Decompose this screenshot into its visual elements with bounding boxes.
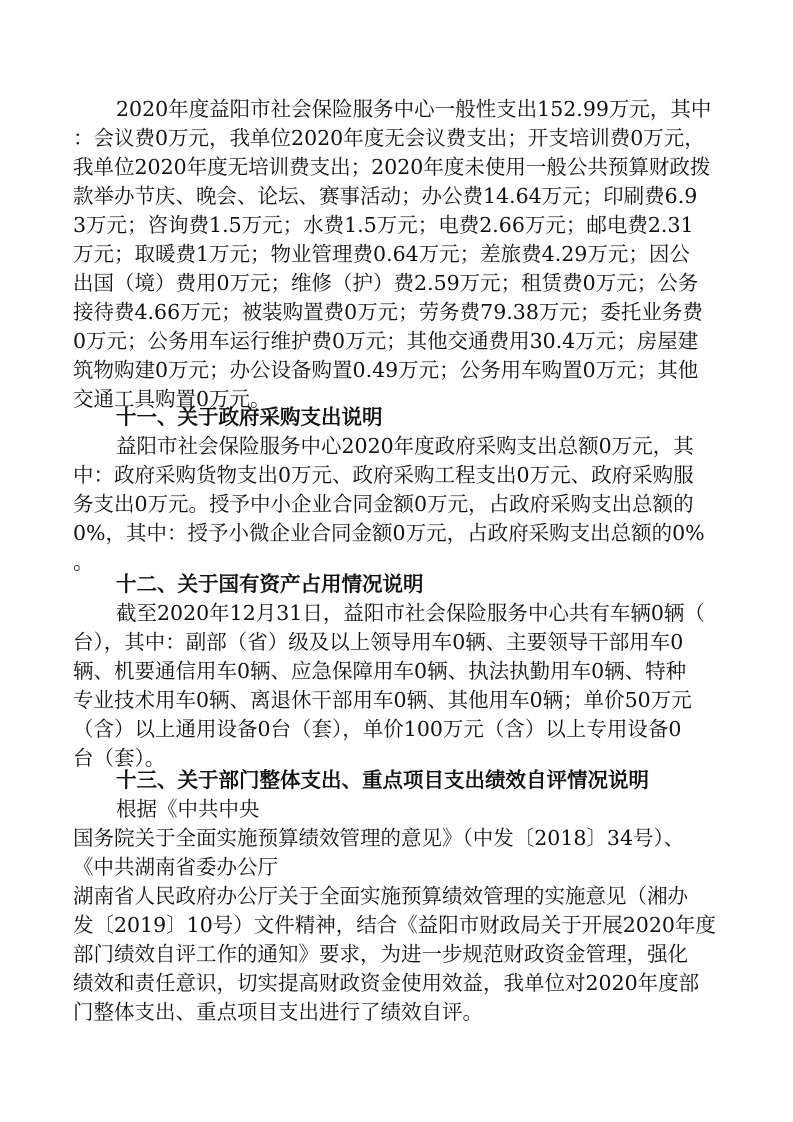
paragraph-line: 《中共湖南省委办公厅	[73, 855, 278, 879]
paragraph-line: 绩效和责任意识，切实提高财政资金使用效益，我单位对2020年度部	[73, 971, 700, 995]
paragraph-line: 部门绩效自评工作的通知》要求，为进一步规范财政资金管理，强化	[73, 942, 688, 966]
paragraph-line: 款举办节庆、晚会、论坛、赛事活动；办公费14.64万元；印刷费6.9	[73, 184, 698, 208]
paragraph-line: 我单位2020年度无培训费支出；2020年度未使用一般公共预算财政拨	[73, 155, 711, 179]
paragraph-line: 2020年度益阳市社会保险服务中心一般性支出152.99万元，其中	[116, 97, 712, 121]
paragraph-line: 专业技术用车0辆、离退休干部用车0辆、其他用车0辆；单价50万元	[73, 688, 692, 712]
paragraph-line: 发〔2019〕10号）文件精神，结合《益阳市财政局关于开展2020年度	[73, 913, 716, 937]
paragraph-line: 筑物购建0万元；办公设备购置0.49万元；公务用车购置0万元；其他	[73, 358, 699, 382]
paragraph-line: 接待费4.66万元；被装购置费0万元；劳务费79.38万元；委托业务费	[73, 300, 703, 324]
section-heading-13: 十三、关于部门整体支出、重点项目支出绩效自评情况说明	[116, 768, 649, 792]
paragraph-line: 0%，其中：授予小微企业合同金额0万元，占政府采购支出总额的0%	[73, 521, 705, 545]
paragraph-line: （含）以上通用设备0台（套），单价100万元（含）以上专用设备0	[73, 717, 682, 741]
paragraph-line: 益阳市社会保险服务中心2020年度政府采购支出总额0万元，其	[116, 434, 694, 458]
paragraph-line: 台），其中：副部（省）级及以上领导用车0辆、主要领导干部用车0	[73, 630, 684, 654]
paragraph-line: 。	[73, 550, 94, 574]
paragraph-line: 3万元；咨询费1.5万元；水费1.5万元；电费2.66万元；邮电费2.31	[73, 213, 694, 237]
paragraph-line: 0万元；公务用车运行维护费0万元；其他交通费用30.4万元；房屋建	[73, 329, 699, 353]
paragraph-line: 门整体支出、重点项目支出进行了绩效自评。	[73, 1000, 483, 1024]
section-heading-12: 十二、关于国有资产占用情况说明	[116, 572, 424, 596]
paragraph-line: 根据《中共中央	[116, 797, 260, 821]
paragraph-line: 交通工具购置0万元。	[73, 387, 271, 411]
paragraph-line: 万元；取暖费1万元；物业管理费0.64万元；差旅费4.29万元；因公	[73, 242, 690, 266]
section-heading-11: 十一、关于政府采购支出说明	[116, 405, 383, 429]
paragraph-line: 湖南省人民政府办公厅关于全面实施预算绩效管理的实施意见（湘办	[73, 884, 688, 908]
paragraph-line: 辆、机要通信用车0辆、应急保障用车0辆、执法执勤用车0辆、特种	[73, 659, 687, 683]
paragraph-line: 国务院关于全面实施预算绩效管理的意见》（中发〔2018〕34号）、	[73, 826, 685, 850]
paragraph-line: 中：政府采购货物支出0万元、政府采购工程支出0万元、政府采购服	[73, 463, 694, 487]
paragraph-line: 出国（境）费用0万元；维修（护）费2.59万元；租赁费0万元；公务	[73, 271, 699, 295]
paragraph-line: 台（套）。	[73, 746, 166, 770]
paragraph-line: 截至2020年12月31日，益阳市社会保险服务中心共有车辆0辆（	[116, 601, 705, 625]
paragraph-line: ：会议费0万元，我单位2020年度无会议费支出；开支培训费0万元，	[73, 126, 705, 150]
paragraph-line: 务支出0万元。授予中小企业合同金额0万元，占政府采购支出总额的	[73, 492, 694, 516]
